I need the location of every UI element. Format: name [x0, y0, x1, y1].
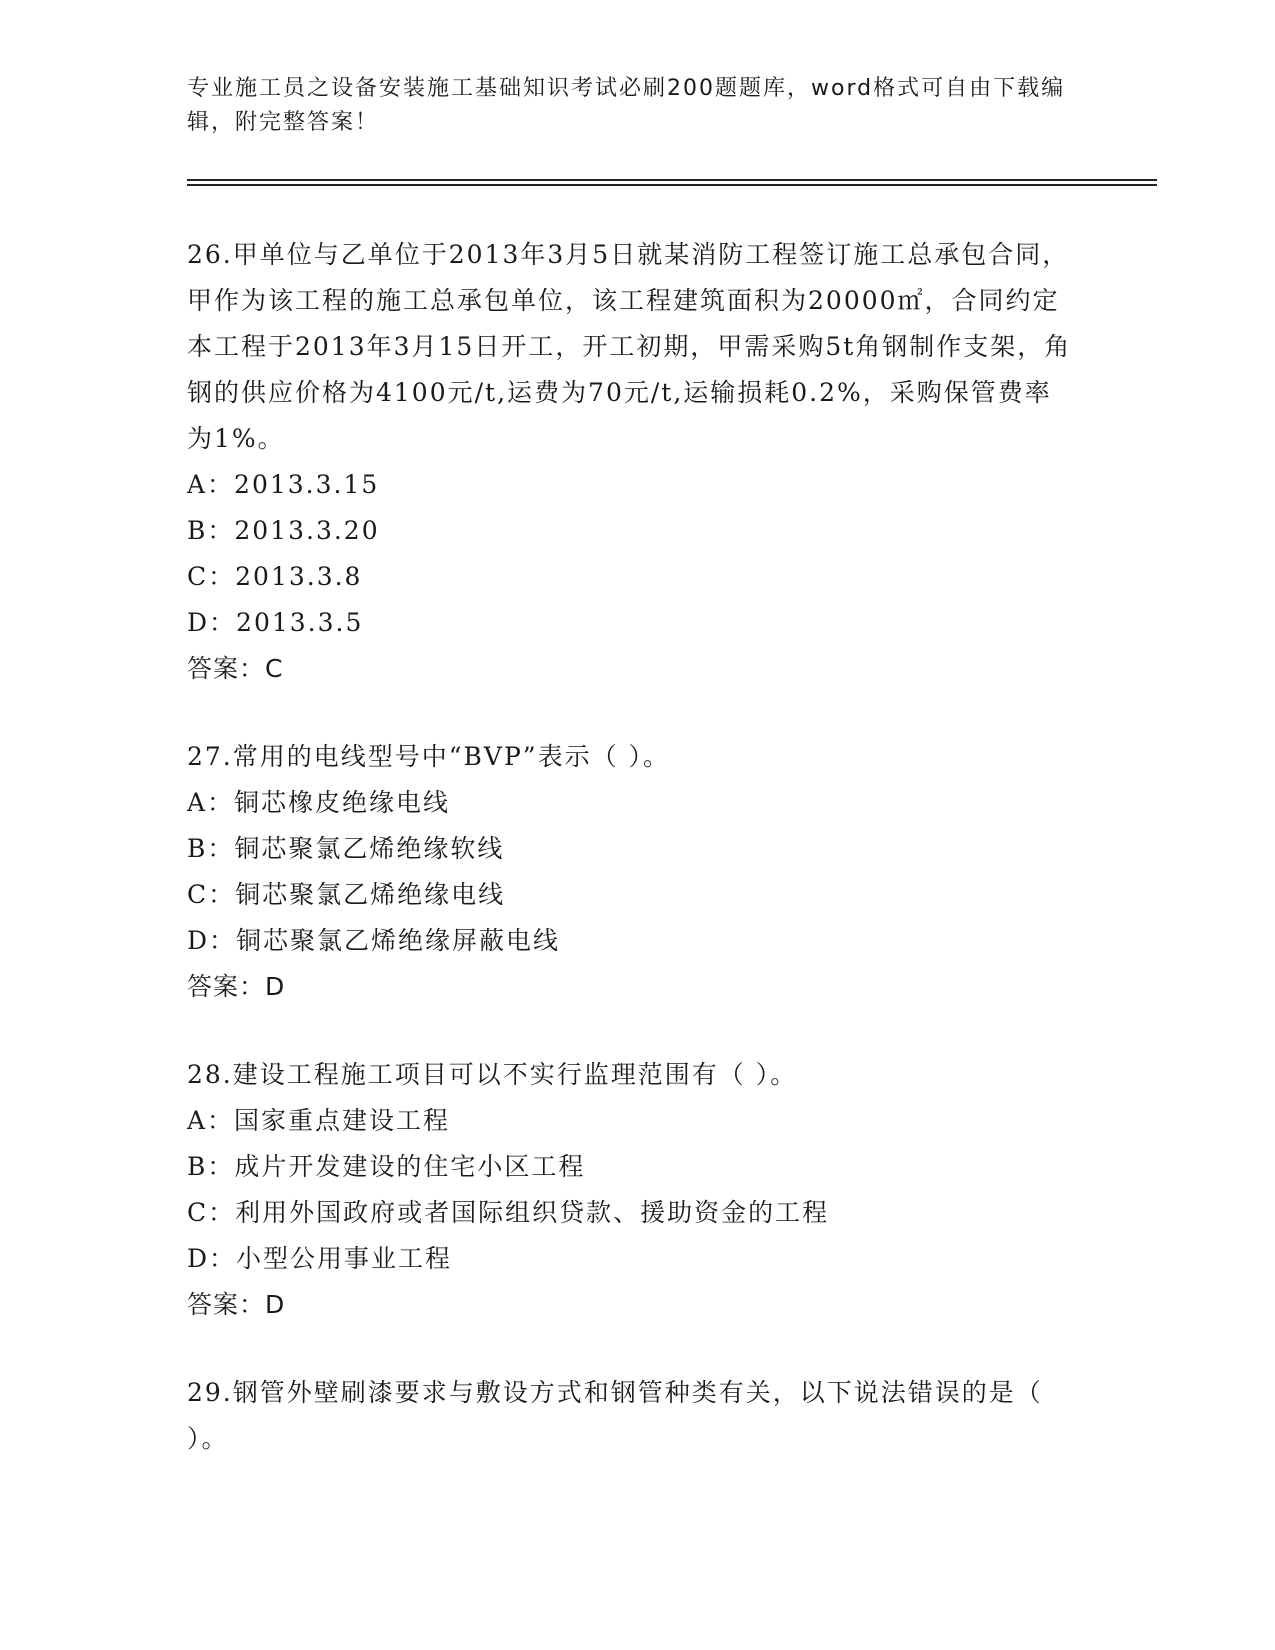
option-c: C：2013.3.8 — [187, 562, 363, 591]
header-divider — [187, 179, 1157, 186]
answer: 答案：D — [187, 1290, 286, 1319]
question-list — [187, 232, 1077, 1462]
answer: 答案：D — [187, 972, 286, 1001]
option-d: D：2013.3.5 — [187, 608, 364, 637]
question-stem: 27.常用的电线型号中“BVP”表示（ ）。 — [187, 742, 671, 771]
option-a: A：2013.3.15 — [187, 470, 380, 499]
option-c: C：利用外国政府或者国际组织贷款、援助资金的工程 — [187, 1198, 830, 1227]
question-stem: 26.甲单位与乙单位于2013年3月5日就某消防工程签订施工总承包合同，甲作为该工程的施工总承包单位，该工程建筑面积为20000㎡，合同约定本工程于2013年3月15日开工，开工初期，甲需采购5t角钢制作支架，角钢的供应价格为4100元/t,运费为70元/t,运输损耗0.2%，采购保管费率为1%。 — [187, 240, 1072, 453]
answer: 答案：C — [187, 654, 284, 683]
option-d: D：铜芯聚氯乙烯绝缘屏蔽电线 — [187, 926, 561, 955]
question-29 — [187, 1370, 1077, 1462]
document-header: 专业施工员之设备安装施工基础知识考试必刷200题题库，word格式可自由下载编辑，附完整答案！ — [187, 76, 1066, 135]
question-stem: 29.钢管外壁刷漆要求与敷设方式和钢管种类有关，以下说法错误的是（ ）。 — [187, 1378, 1043, 1453]
option-b: B：2013.3.20 — [187, 516, 380, 545]
option-a: A：铜芯橡皮绝缘电线 — [187, 788, 451, 817]
question-28 — [187, 1052, 1077, 1328]
question-27 — [187, 734, 1077, 1010]
option-b: B：铜芯聚氯乙烯绝缘软线 — [187, 834, 505, 863]
option-d: D：小型公用事业工程 — [187, 1244, 453, 1273]
option-c: C：铜芯聚氯乙烯绝缘电线 — [187, 880, 506, 909]
question-stem: 28.建设工程施工项目可以不实行监理范围有（ ）。 — [187, 1060, 798, 1089]
option-b: B：成片开发建设的住宅小区工程 — [187, 1152, 586, 1181]
question-26 — [187, 232, 1077, 692]
option-a: A：国家重点建设工程 — [187, 1106, 451, 1135]
